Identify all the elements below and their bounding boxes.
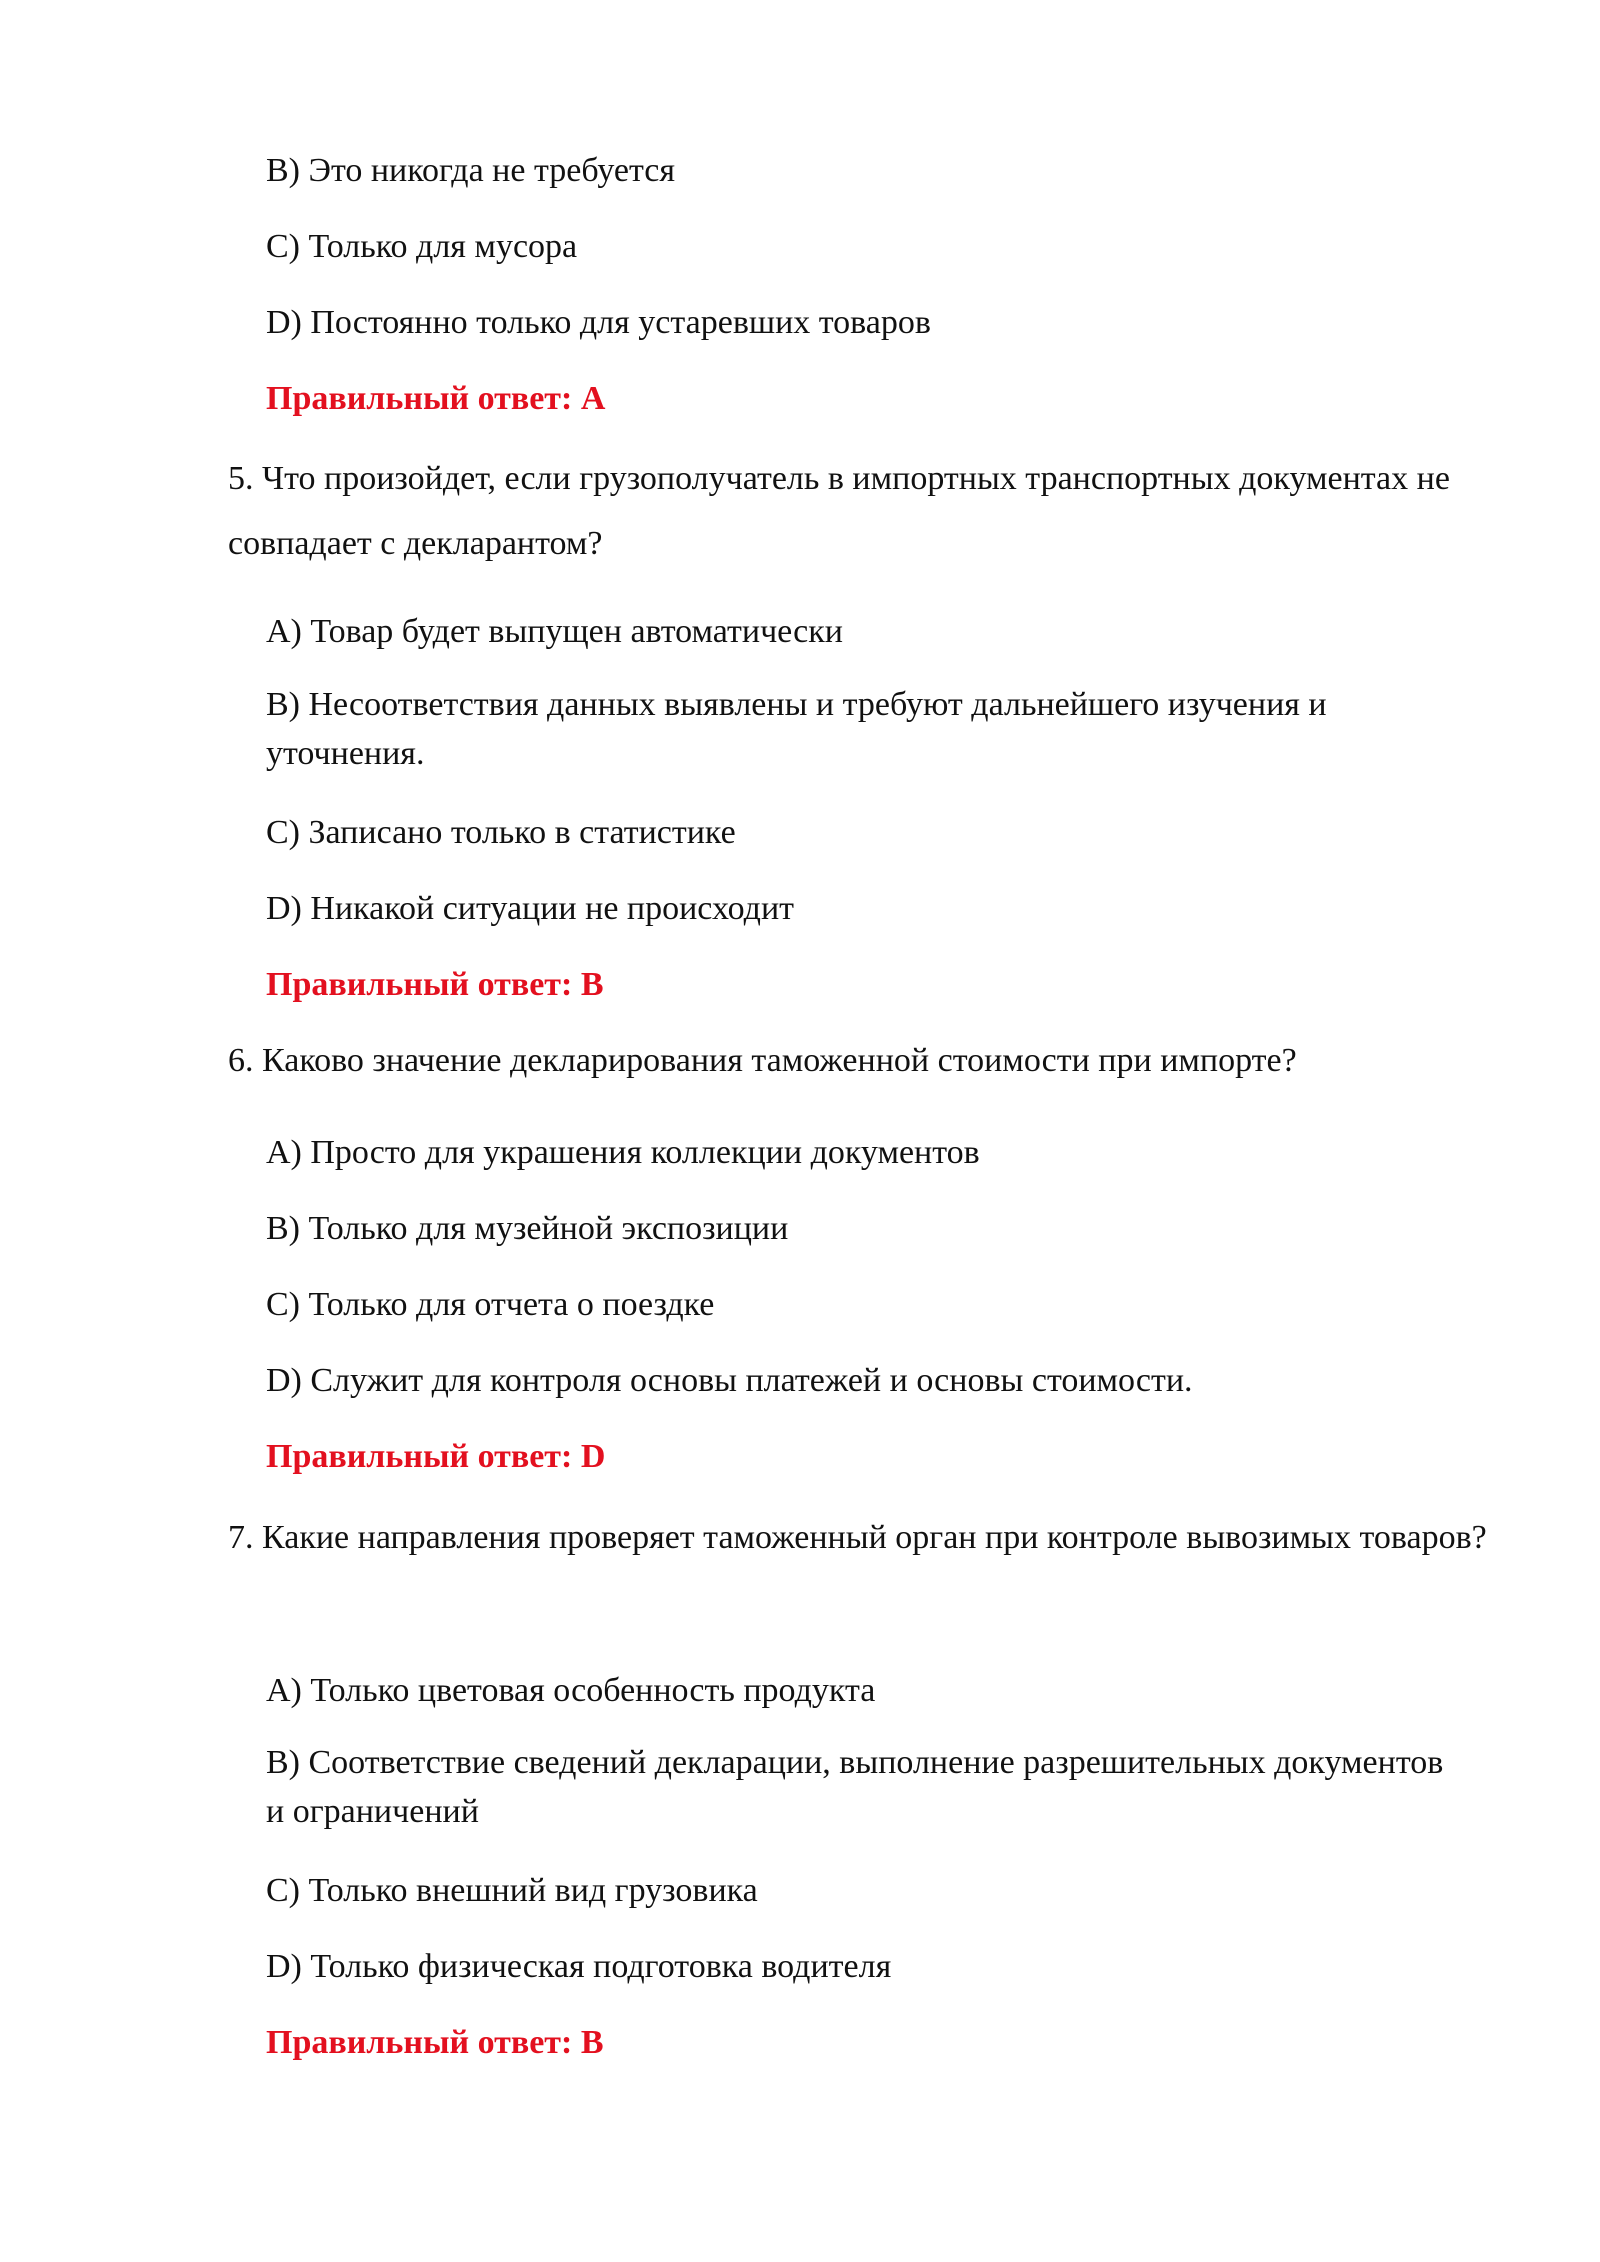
option-c: C) Только для отчета о поездке (266, 1286, 715, 1323)
correct-answer: Правильный ответ: A (266, 380, 606, 417)
option-d: D) Только физическая подготовка водителя (266, 1948, 892, 1985)
option-a: A) Просто для украшения коллекции документов (266, 1134, 980, 1171)
correct-answer: Правильный ответ: D (266, 1438, 606, 1475)
option-a: A) Товар будет выпущен автоматически (266, 613, 843, 650)
option-c: C) Только внешний вид грузовика (266, 1872, 758, 1909)
option-a: A) Только цветовая особенность продукта (266, 1672, 876, 1709)
correct-answer: Правильный ответ: B (266, 966, 604, 1003)
option-c: C) Только для мусора (266, 228, 578, 265)
option-d: D) Никакой ситуации не происходит (266, 890, 795, 927)
question-text: 6. Каково значение декларирования таможенной стоимости при импорте? (228, 1042, 1297, 1079)
option-d: D) Служит для контроля основы платежей и основы стоимости. (266, 1362, 1193, 1399)
option-b: B) Несоответствия данных выявлены и требуют дальнейшего изучения и уточнения. (266, 686, 1327, 772)
question-text: 5. Что произойдет, если грузополучатель в импортных транспортных документах не совпадает с декларантом? (228, 460, 1450, 562)
option-b: B) Это никогда не требуется (266, 152, 675, 189)
option-b: B) Соответствие сведений декларации, выполнение разрешительных документов и ограничений (266, 1744, 1444, 1830)
option-b: B) Только для музейной экспозиции (266, 1210, 789, 1247)
option-c: C) Записано только в статистике (266, 814, 736, 851)
correct-answer: Правильный ответ: B (266, 2024, 604, 2061)
question-text: 7. Какие направления проверяет таможенный орган при контроле вывозимых товаров? (228, 1519, 1487, 1556)
option-d: D) Постоянно только для устаревших товаров (266, 304, 931, 341)
